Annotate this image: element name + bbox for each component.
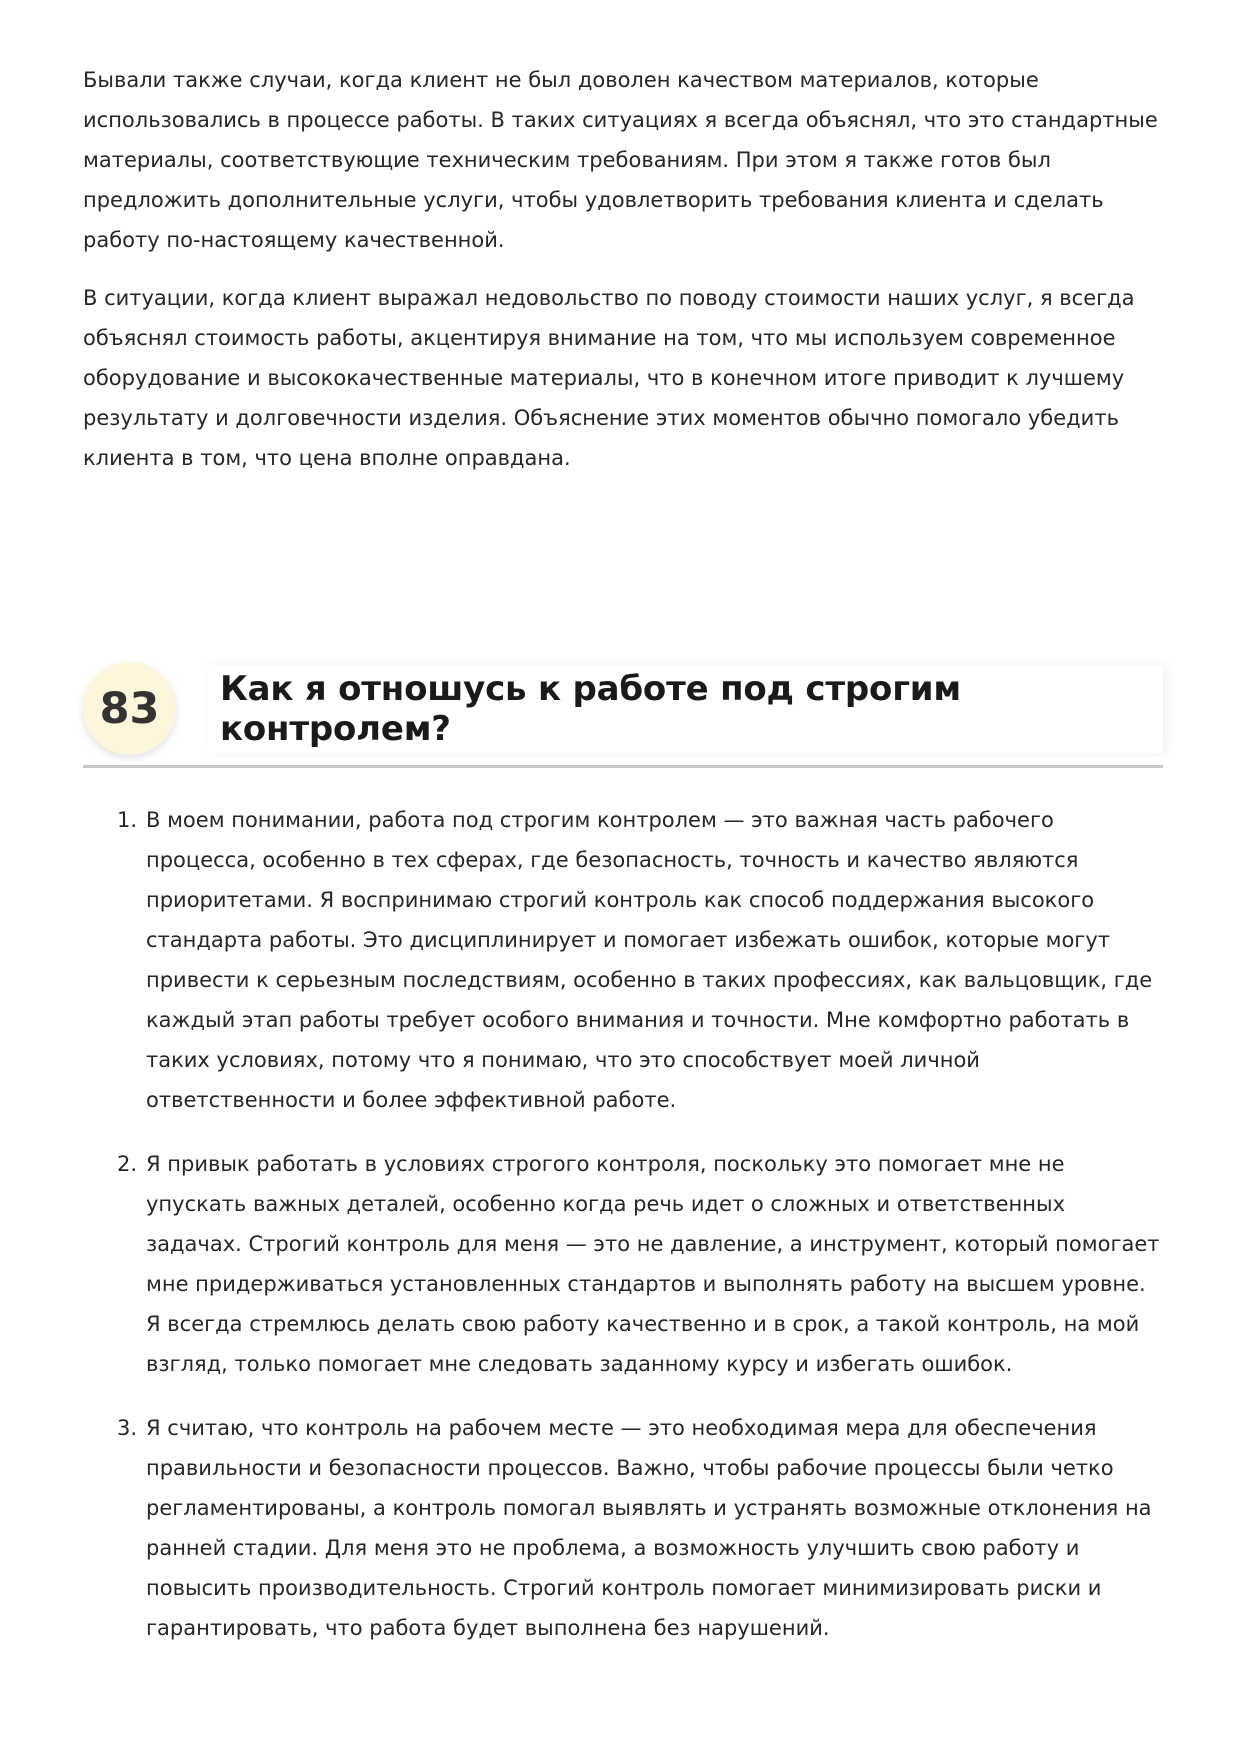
- intro-paragraph-1: Бывали также случаи, когда клиент не был доволен качеством материалов, которые использовались в процессе работы. В таких ситуациях я всегда объяснял, что это стандартные материалы, соответствующие техническим требованиям. При этом я также готов был предложить дополнительные услуги, чтобы удовлетворить требования клиента и сделать работу по-настоящему качественной.: [83, 68, 1158, 252]
- answer-text: Я считаю, что контроль на рабочем месте — это необходимая мера для обеспечения правильности и безопасности процессов. Важно, чтобы рабочие процессы были четко регламентированы, а контроль помогал выявлять и устранять возможные отклонения на ранней стадии. Для меня это не проблема, а возможность улучшить свою работу и повысить производительность. Строгий контроль помогает минимизировать риски и гарантировать, что работа будет выполнена без нарушений.: [146, 1416, 1152, 1640]
- answer-item: [83, 1144, 1163, 1384]
- answer-number: 1.: [117, 808, 138, 832]
- answer-item: [83, 800, 1163, 1120]
- section-number-badge: 83: [83, 662, 176, 755]
- intro-text: [83, 60, 1163, 496]
- section-title-box: [208, 665, 1163, 753]
- answer-text: Я привык работать в условиях строгого контроля, поскольку это помогает мне не упускать важных деталей, особенно когда речь идет о сложных и ответственных задачах. Строгий контроль для меня — это не давление, а инструмент, который помогает мне придерживаться установленных стандартов и выполнять работу на высшем уровне. Я всегда стремлюсь делать свою работу качественно и в срок, а такой контроль, на мой взгляд, только помогает мне следовать заданному курсу и избегать ошибок.: [146, 1152, 1160, 1376]
- section-title: Как я отношусь к работе под строгим контролем?: [220, 669, 961, 749]
- answer-list: [83, 800, 1163, 1672]
- answer-text: В моем понимании, работа под строгим контролем — это важная часть рабочего процесса, особенно в тех сферах, где безопасность, точность и качество являются приоритетами. Я воспринимаю строгий контроль как способ поддержания высокого стандарта работы. Это дисциплинирует и помогает избежать ошибок, которые могут привести к серьезным последствиям, особенно в таких профессиях, как вальцовщик, где каждый этап работы требует особого внимания и точности. Мне комфортно работать в таких условиях, потому что я понимаю, что это способствует моей личной ответственности и более эффективной работе.: [146, 808, 1153, 1112]
- answer-item: [83, 1408, 1163, 1648]
- answer-number: 3.: [117, 1416, 138, 1440]
- answer-number: 2.: [117, 1152, 138, 1176]
- section-heading: [83, 655, 1163, 768]
- intro-paragraph-2: В ситуации, когда клиент выражал недовольство по поводу стоимости наших услуг, я всегда объяснял стоимость работы, акцентируя внимание на том, что мы используем современное оборудование и высококачественные материалы, что в конечном итоге приводит к лучшему результату и долговечности изделия. Объяснение этих моментов обычно помогало убедить клиента в том, что цена вполне оправдана.: [83, 286, 1135, 470]
